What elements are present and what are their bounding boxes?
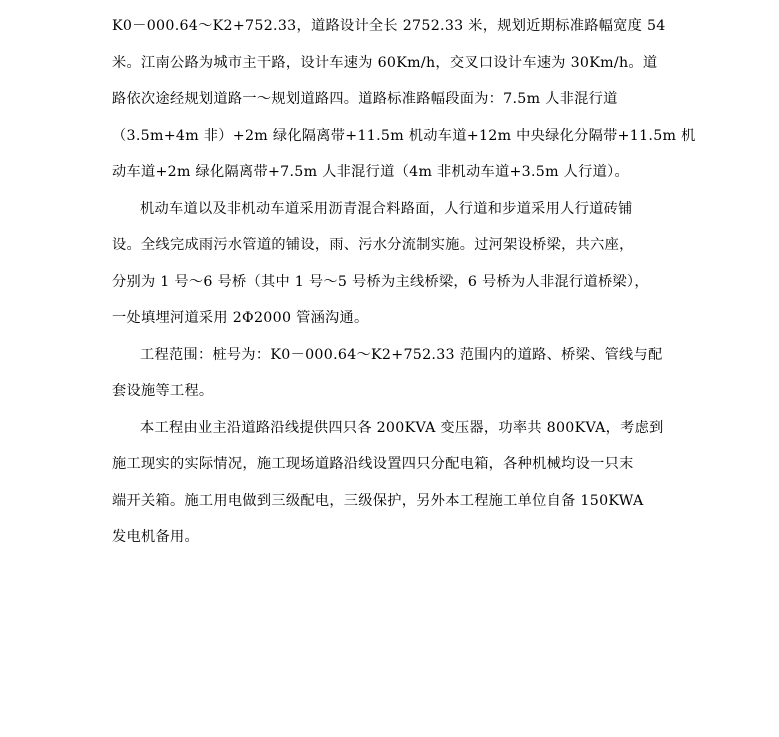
paragraph-3-line-2: 套设施等工程。 <box>112 383 214 399</box>
paragraph-2-line-3: 分别为 1 号～6 号桥（其中 1 号～5 号桥为主线桥梁，6 号桥为人非混行道桥梁）， <box>112 273 649 290</box>
paragraph-2-line-1: 机动车道以及非机动车道采用沥青混合料路面，人行道和步道采用人行道砖铺 <box>140 200 633 217</box>
paragraph-1-line-2: 米。江南公路为城市主干路，设计车速为 60Km/h，交叉口设计车速为 30Km/h。道 <box>112 54 658 71</box>
paragraph-4-line-4: 发电机备用。 <box>112 529 199 545</box>
paragraph-4-line-3: 端开关箱。施工用电做到三级配电，三级保护，另外本工程施工单位自备 150KWA <box>112 492 644 509</box>
paragraph-1-line-5: 动车道+2m 绿化隔离带+7.5m 人非混行道（4m 非机动车道+3.5m 人行道）。 <box>112 164 629 180</box>
paragraph-1-line-4: （3.5m+4m 非）+2m 绿化隔离带+11.5m 机动车道+12m 中央绿化分隔带+11.5m 机 <box>112 127 696 144</box>
paragraph-2-line-4: 一处填埋河道采用 2Φ2000 管涵沟通。 <box>112 310 369 326</box>
paragraph-3-line-1: 工程范围：桩号为：K0－000.64～K2+752.33 范围内的道路、桥梁、管线与配 <box>140 346 663 363</box>
document-body <box>112 8 696 556</box>
paragraph-2-line-2: 设。全线完成雨污水管道的铺设，雨、污水分流制实施。过河架设桥梁，共六座， <box>112 237 634 253</box>
paragraph-1-line-1: K0－000.64～K2+752.33，道路设计全长 2752.33 米，规划近期标准路幅宽度 54 <box>112 18 666 34</box>
paragraph-1-line-3: 路依次途经规划道路一～规划道路四。道路标准路幅段面为：7.5m 人非混行道 <box>112 91 618 107</box>
paragraph-4-line-2: 施工现实的实际情况，施工现场道路沿线设置四只分配电箱，各种机械均设一只末 <box>112 456 634 472</box>
paragraph-4-line-1: 本工程由业主沿道路沿线提供四只各 200KVA 变压器，功率共 800KVA，考虑到 <box>140 419 664 436</box>
